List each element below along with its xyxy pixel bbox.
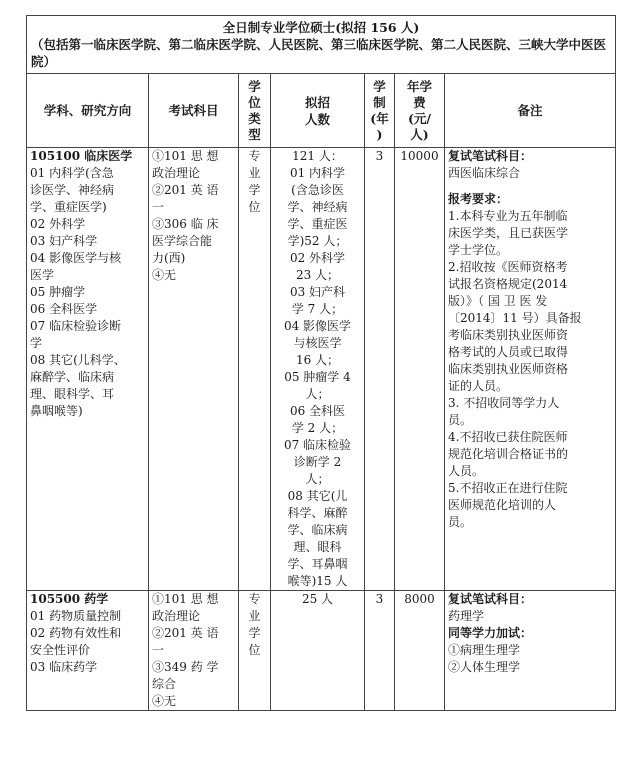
- header-subject: 学科、研究方向: [27, 74, 149, 148]
- quota-cell: 25 人: [271, 591, 365, 711]
- fee-cell: 8000: [395, 591, 445, 711]
- notes-heading: 复试笔试科目：: [448, 149, 533, 163]
- major-code: 105500 药学: [30, 592, 109, 606]
- title-line-1: 全日制专业学位硕士(拟招 156 人): [222, 20, 420, 35]
- notes-cell: 复试笔试科目： 西医临床综合 报考要求： 1.本科专业为五年制临 床医学类，且已获医学 学士学位。 2.招收按《医师资格考 试报名资格规定(2014 版）》（ 国 卫 医 发 〔2014〕11 号）具备报 考临床类别执业医师资 格考试的人员或已取得 临床类别执业医师资格 证的人员。 3. 不招收同等学力人 员。 4.不招收已获住院医师 规范化培训合格证书的 人员。 5.不招收正在进行住院 医师规范化培训的人 员。: [445, 148, 616, 591]
- degree-type-cell: 专 业 学 位: [239, 591, 271, 711]
- quota-cell: 121 人： 01 内科学 (含急诊医 学、神经病 学、重症医 学)52 人； 02 外科学 23 人； 03 妇产科 学 7 人； 04 影像医学 与核医学 16 人； 05 肿瘤学 4 人； 06 全科医 学 2 人； 07 临床检验 诊断学 2 人； 08 其它(儿 科学、麻醉 学、临床病 理、眼科 学、耳鼻咽 喉等)15 人: [271, 148, 365, 591]
- admission-table: [26, 15, 616, 711]
- header-exam: 考试科目: [149, 74, 239, 148]
- header-row: [27, 74, 616, 148]
- table-title-row: [27, 16, 616, 74]
- header-notes: 备注: [445, 74, 616, 148]
- subject-cell: 105500 药学 01 药物质量控制 02 药物有效性和 安全性评价 03 临床药学: [27, 591, 149, 711]
- exam-cell: ①101 思 想 政治理论 ②201 英 语 一 ③349 药 学 综合 ④无: [149, 591, 239, 711]
- header-system: 学 制 (年 ): [365, 74, 395, 148]
- notes-heading: 复试笔试科目：: [448, 592, 533, 606]
- fee-cell: 10000: [395, 148, 445, 591]
- notes-heading: 报考要求：: [448, 192, 509, 206]
- table-row: [27, 591, 616, 711]
- major-code: 105100 临床医学: [30, 149, 133, 163]
- exam-cell: ①101 思 想 政治理论 ②201 英 语 一 ③306 临 床 医学综合能 力(西) ④无: [149, 148, 239, 591]
- table-title: [27, 16, 616, 74]
- header-quota: 拟招 人数: [271, 74, 365, 148]
- table-row: [27, 148, 616, 591]
- header-degree-type: 学 位 类 型: [239, 74, 271, 148]
- subject-cell: 105100 临床医学 01 内科学(含急 诊医学、神经病 学、重症医学) 02 外科学 03 妇产科学 04 影像医学与核 医学 05 肿瘤学 06 全科医学 07 临床检验诊断 学 08 其它(儿科学、 麻醉学、临床病 理、眼科学、耳 鼻咽喉等): [27, 148, 149, 591]
- header-fee: 年学 费 (元/ 人): [395, 74, 445, 148]
- title-line-2: （包括第一临床医学院、第二临床医学院、人民医院、第三临床医学院、第二人民医院、三峡大学中医医院）: [31, 37, 607, 69]
- years-cell: 3: [365, 591, 395, 711]
- degree-type-cell: 专 业 学 位: [239, 148, 271, 591]
- notes-heading: 同等学力加试：: [448, 626, 533, 640]
- notes-cell: 复试笔试科目： 药理学 同等学力加试： ①病理生理学 ②人体生理学: [445, 591, 616, 711]
- years-cell: 3: [365, 148, 395, 591]
